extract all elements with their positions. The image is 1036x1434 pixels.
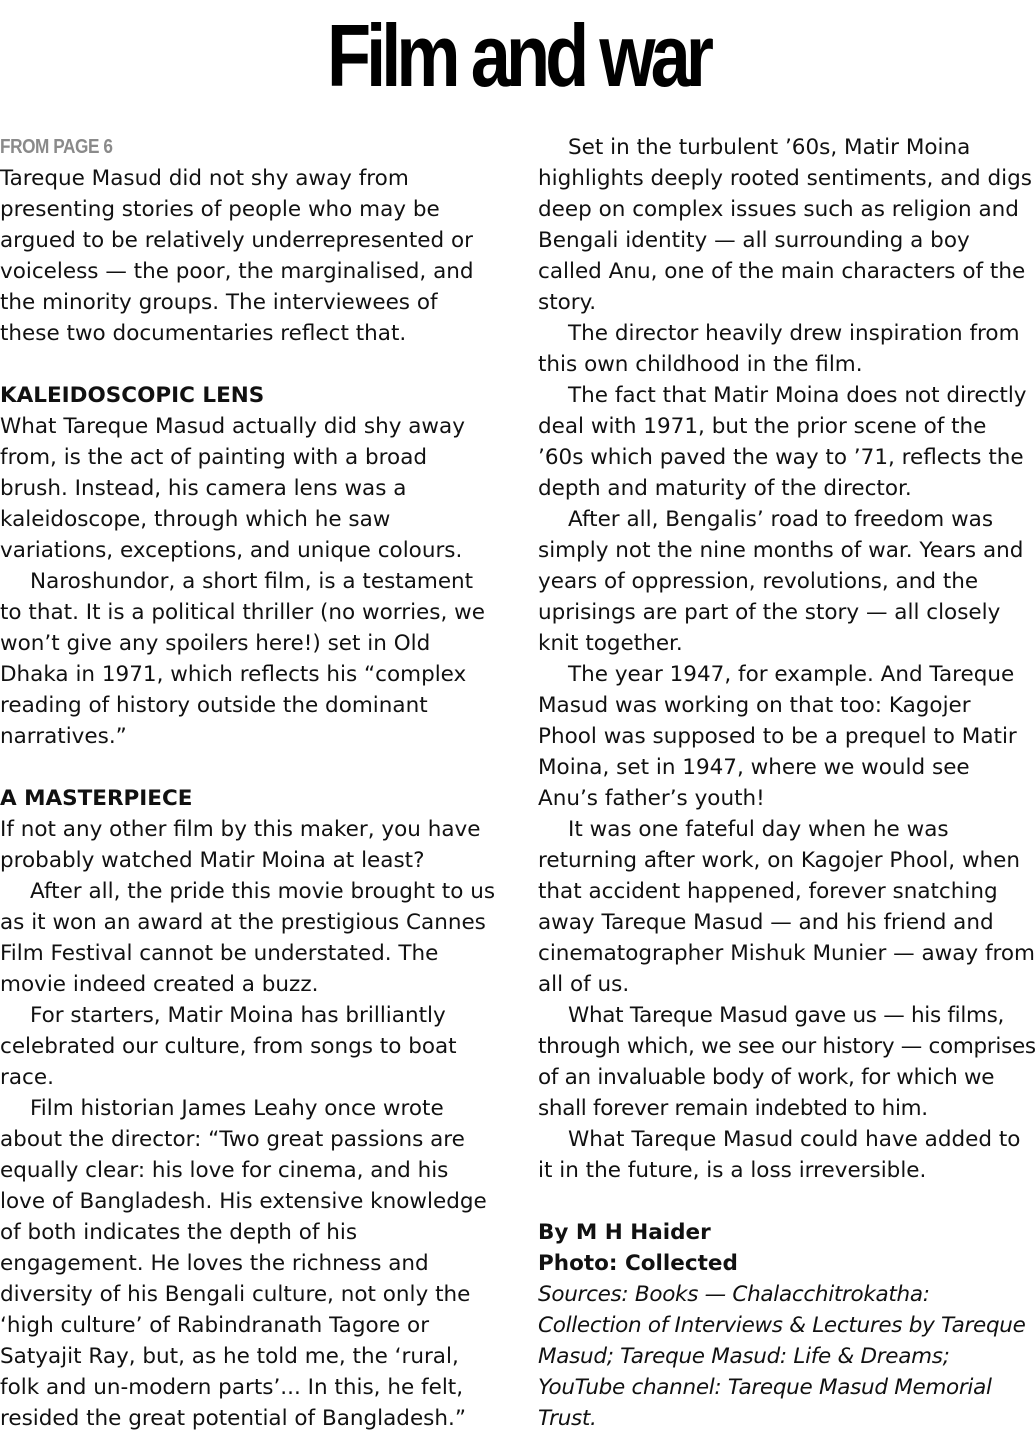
body-paragraph: If not any other film by this maker, you have probably watched Matir Moina at least? <box>0 817 481 873</box>
headline: Film and war <box>326 6 710 105</box>
intro-paragraph: Tareque Masud did not shy away from presenting stories of people who may be argued to be relatively underrepresented or voiceless — the poor, the marginalised, and the minority groups. The interviewees of these two documentaries reflect that. <box>0 166 474 346</box>
body-paragraph: Naroshundor, a short film, is a testament to that. It is a political thriller (no worries, we won’t give any spoilers here!) set in Old Dhaka in 1971, which reflects his “complex reading of history outside the dominant narratives.” <box>0 569 485 749</box>
right-column <box>538 132 1036 1434</box>
body-paragraph: What Tareque Masud gave us — his films, through which, we see our history — comprises of an invaluable body of work, for which we shall forever remain indebted to him. <box>538 1003 1036 1121</box>
quote-paragraph: Film historian James Leahy once wrote about the director: “Two great passions are equally clear: his love for cinema, and his love of Bangladesh. His extensive knowledge of both indicates the depth of his engagement. He loves the richness and diversity of his Bengali culture, not only the ‘high culture’ of Rabindranath Tagore or Satyajit Ray, but, as he told me, the ‘rural, folk and un-modern parts’... In this, he felt, resided the great potential of Bangladesh.” <box>0 1096 487 1431</box>
body-paragraph: The year 1947, for example. And Tareque Masud was working on that too: Kagojer Phool was supposed to be a prequel to Matir Moina, set in 1947, where we would see Anu’s father’s youth! <box>538 662 1017 811</box>
body-paragraph: What Tareque Masud could have added to it in the future, is a loss irreversible. <box>538 1127 1021 1183</box>
left-column <box>0 132 500 1434</box>
body-paragraph: Set in the turbulent ’60s, Matir Moina highlights deeply rooted sentiments, and digs deep on complex issues such as religion and Bengali identity — all surrounding a boy called Anu, one of the main characters of the story. <box>538 135 1032 315</box>
byline: By M H Haider <box>538 1220 711 1245</box>
body-paragraph: After all, Bengalis’ road to freedom was simply not the nine months of war. Years and years of oppression, revolutions, and the uprisings are part of the story — all closely knit together. <box>538 507 1024 656</box>
section-heading-a-masterpiece: A MASTERPIECE <box>0 786 193 811</box>
body-paragraph: The fact that Matir Moina does not directly deal with 1971, but the prior scene of the ’60s which paved the way to ’71, reflects the depth and maturity of the director. <box>538 383 1027 501</box>
sources-note: Sources: Books — Chalacchitrokatha: Collection of Interviews & Lectures by Tareque Masud; Tareque Masud: Life & Dreams; YouTube channel: Tareque Masud Memorial Trust. <box>538 1282 1026 1431</box>
body-paragraph: For starters, Matir Moina has brilliantly celebrated our culture, from songs to boat race. <box>0 1003 457 1090</box>
photo-credit: Photo: Collected <box>538 1251 738 1276</box>
from-page-label: FROM PAGE 6 <box>0 136 113 158</box>
body-paragraph: What Tareque Masud actually did shy away from, is the act of painting with a broad brush. Instead, his camera lens was a kaleidoscope, through which he saw variations, exceptions, and unique colours. <box>0 414 465 563</box>
body-paragraph: It was one fateful day when he was returning after work, on Kagojer Phool, when that accident happened, forever snatching away Tareque Masud — and his friend and cinematographer Mishuk Munier — away from all of us. <box>538 817 1035 997</box>
body-paragraph: The director heavily drew inspiration from this own childhood in the film. <box>538 321 1020 377</box>
section-heading-kaleidoscopic-lens: KALEIDOSCOPIC LENS <box>0 383 265 408</box>
body-paragraph: After all, the pride this movie brought to us as it won an award at the prestigious Cannes Film Festival cannot be understated. The movie indeed created a buzz. <box>0 879 496 997</box>
